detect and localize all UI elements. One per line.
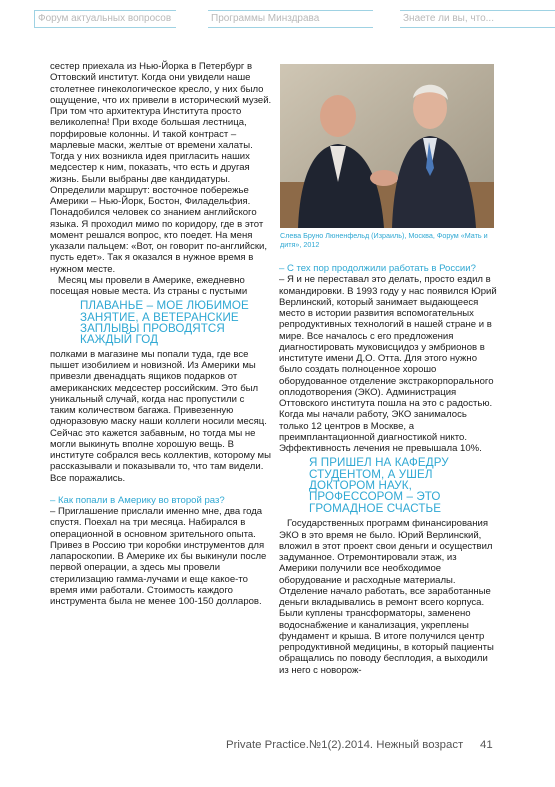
paragraph: – Я и не переставал это делать, просто ездил в командировки. В 1993 году у нас появился Юрий Верлинский, который занимает выдающееся место в истории развития вспомогательных репродуктивных технологий в нашей стране и в мире. Все началось с его предложения диагностировать муковисцидоз у эмбрионов в институте имени Д.О. Отта. Для этого нужно было создать полноценное хорошо оборудованное отделение экстракорпорального оплодотворения (ЭКО). Администрация Оттовского института пошла на это с радостью. Когда мы начали работу, ЭКО занималось только 12 центров в Москве, а преимплантационной диагностикой никто. Эффективность лечения не превышала 10%.: [279, 274, 497, 454]
page-footer: [0, 735, 555, 759]
right-column: [279, 263, 497, 676]
pull-quote: ПЛАВАНЬЕ – МОЕ ЛЮБИМОЕ ЗАНЯТИЕ, А ВЕТЕРАНСКИЕ ЗАПЛЫВЫ ПРОВОДЯТСЯ КАЖДЫЙ ГОД: [80, 299, 249, 347]
paragraph: Государственных программ финансирования ЭКО в это время не было. Юрий Верлинский, вложил в этот проект свои деньги и осуществил задуманное. Отремонтировали этаж, из Америки получили все необходимое оборудование и расходные материалы. Отделение начало работать, все заработанные деньги вкладывались в ремонт всего корпуса. Были куплены трансформаторы, заменено водоснабжение и канализация, укреплены фундамент и крыша. В итоге получился центр репродуктивной медицины, в который пациенты обращались по поводу бесплодия, а выходили из него с новорож-: [279, 518, 494, 676]
article-photo: [280, 64, 494, 228]
photo-illustration: [280, 64, 494, 228]
interview-question: – Как попали в Америку во второй раз?: [50, 494, 225, 506]
section-tabs: [0, 0, 555, 38]
publication-title: Private Practice.№1(2).2014. Нежный возраст: [226, 739, 464, 751]
paragraph: полками в магазине мы попали туда, где все пышет изобилием и новизной. Из Америки мы привезли двенадцать ящиков подарков от американских медсестер российским. Это был уникальный случай, когда нас пропустили с таким количеством багажа. Привезенную одноразовую маску наши коллеги носили месяц. Сейчас это кажется забавным, но тогда мы не могли выкинуть вполне хорошую вещь. В институте собрался весь коллектив, которому мы рассказывали и показывали то, что там видели. Все поражались.: [50, 348, 271, 484]
pull-quote: Я ПРИШЕЛ НА КАФЕДРУ СТУДЕНТОМ, А УШЕЛ ДОКТОРОМ НАУК, ПРОФЕССОРОМ – ЭТО ГРОМАДНОЕ СЧАСТЬЕ: [309, 456, 449, 515]
left-column: [50, 61, 272, 607]
paragraph: Месяц мы провели в Америке, ежедневно посещая новые места. Из страны с пустыми: [50, 274, 248, 297]
paragraph: сестер приехала из Нью-Йорка в Петербург в Оттовский институт. Когда они увидели наше столетнее гинекологическое кресло, у них было ощущение, что их привели в исторический музей. При том что архитектура Института просто великолепна! При входе большая лестница, порфировые колонны. И такой контраст – марлевые маски, желтые от времени халаты. Тогда у них возникла идея пригласить наших медсестер к ним, показать, что есть и другая жизнь. Были выбраны две кандидатуры. Определили маршрут: восточное побережье Америки – Нью-Йорк, Бостон, Филадельфия. Понадобился человек со знанием английского языка. Я проходил мимо по коридору, где в этот момент решался вопрос, кто поедет. На меня указали пальцем: «Вот, он говорит по-английски, пусть едет». Так я оказался в нужное время в нужном месте.: [50, 61, 272, 275]
tab-forum[interactable]: Форум актуальных вопросов: [34, 10, 176, 28]
paragraph: – Приглашение прислали именно мне, два года спустя. Поехал на три месяца. Набирался в операционной в основном зрительного опыта. Привез в Россию три коробки инструментов для лапароскопии. В Америке их бы выкинули после первой операции, а здесь мы провели стерилизацию гамма-лучами и еще какое-то время ими работали. Стоимость каждого инструмента была не менее 100-150 долларов.: [50, 506, 267, 608]
photo-caption: Слева Бруно Люненфельд (Израиль), Москва, Форум «Мать и дитя», 2012: [280, 231, 488, 250]
tab-ministry-programs[interactable]: Программы Минздрава: [208, 10, 373, 28]
page-number: 41: [480, 739, 493, 751]
tab-did-you-know[interactable]: Знаете ли вы, что...: [400, 10, 555, 28]
interview-question: – С тех пор продолжили работать в России?: [279, 263, 476, 274]
